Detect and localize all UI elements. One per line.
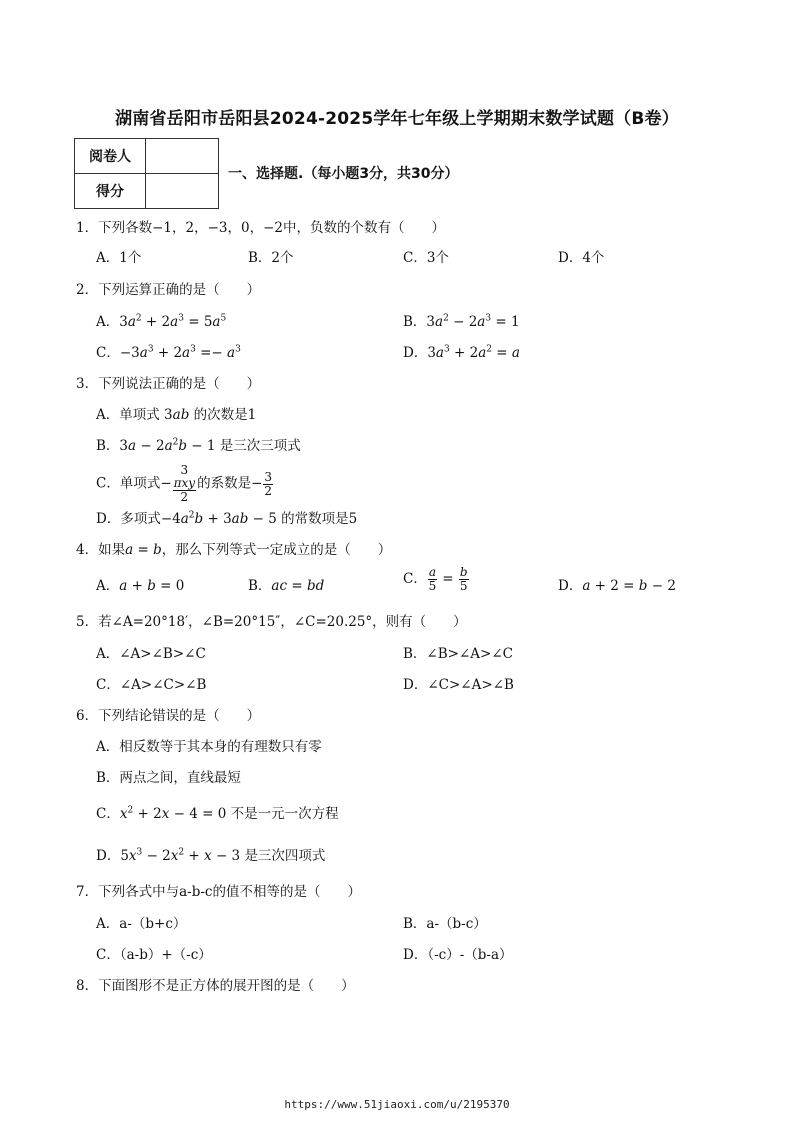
score-cell (146, 174, 219, 209)
q3-option-b: B．$3a - 2a^2b - 1$ 是三次三项式 (96, 437, 301, 454)
q1-option-a: A．1个 (96, 250, 142, 266)
q6-option-b: B．两点之间，直线最短 (96, 770, 241, 786)
q3-option-a: A．单项式 3ab 的次数是1 (96, 407, 257, 423)
exam-title: 湖南省岳阳市岳阳县2024-2025学年七年级上学期期末数学试题（B卷） (115, 109, 679, 129)
q1-stem: 1．下列各数−1，2，−3，0，−2中，负数的个数有（ ） (76, 220, 445, 236)
q3-option-d: D．多项式$-4a^2b + 3ab - 5$ 的常数项是5 (96, 510, 358, 527)
q6-option-c: C．$x^2 + 2x - 4 = 0$ 不是一元一次方程 (96, 805, 339, 822)
q6-option-a: A．相反数等于其本身的有理数只有零 (96, 739, 322, 755)
q5-option-b: B．∠B>∠A>∠C (403, 646, 513, 662)
q2-option-a: A．$3a^2 + 2a^3 = 5a^5$ (96, 313, 227, 330)
q5-stem: 5．若∠A=20°18′，∠B=20°15″，∠C=20.25°，则有（ ） (76, 614, 467, 630)
q4-stem: 4．如果a = b，那么下列等式一定成立的是（ ） (76, 542, 392, 558)
q5-option-d: D．∠C>∠A>∠B (403, 677, 514, 693)
q2-stem: 2．下列运算正确的是（ ） (76, 282, 261, 298)
q2-option-d: D．$3a^3 + 2a^2 = a$ (403, 344, 520, 361)
q4-option-d: D．a + 2 = b − 2 (558, 578, 676, 594)
q6-option-d: D．$5x^3 - 2x^2 + x - 3$ 是三次四项式 (96, 847, 326, 864)
reviewer-label: 阅卷人 (75, 139, 146, 174)
q2-option-c: C．$-3a^3 + 2a^3 =- a^3$ (96, 344, 241, 361)
q4-option-c: C． $\frac{a}{5}$ = $\frac{b}{5}$ (403, 565, 468, 593)
q1-option-c: C．3个 (403, 250, 449, 266)
q4-option-b: B．ac = bd (248, 578, 325, 594)
q2-option-b: B．$3a^2 - 2a^3 = 1$ (403, 313, 520, 330)
grading-table (74, 138, 219, 209)
section-heading: 一、选择题.（每小题3分，共30分） (228, 166, 459, 182)
score-label: 得分 (75, 174, 146, 209)
q3-option-c: C．单项式− 3 πxy 2 的系数是− $\frac{3}{2}$ (96, 463, 273, 504)
q7-option-c: C．（a-b）+（-c） (96, 947, 212, 963)
q5-option-c: C．∠A>∠C>∠B (96, 677, 207, 693)
q7-option-d: D．（-c）-（b-a） (403, 947, 513, 963)
footer-url: https://www.51jiaoxi.com/u/2195370 (284, 1098, 510, 1111)
q4-option-a: A．a + b = 0 (96, 578, 185, 594)
reviewer-cell (146, 139, 219, 174)
q8-stem: 8．下面图形不是正方体的展开图的是（ ） (76, 978, 355, 994)
q1-option-b: B．2个 (248, 250, 294, 266)
q6-stem: 6．下列结论错误的是（ ） (76, 708, 261, 724)
q3-stem: 3．下列说法正确的是（ ） (76, 376, 261, 392)
q7-option-a: A．a-（b+c） (96, 916, 187, 932)
q5-option-a: A．∠A>∠B>∠C (96, 646, 206, 662)
q7-stem: 7．下列各式中与a-b-c的值不相等的是（ ） (76, 884, 361, 900)
q1-option-d: D．4个 (558, 250, 605, 266)
q7-option-b: B．a-（b-c） (403, 916, 487, 932)
